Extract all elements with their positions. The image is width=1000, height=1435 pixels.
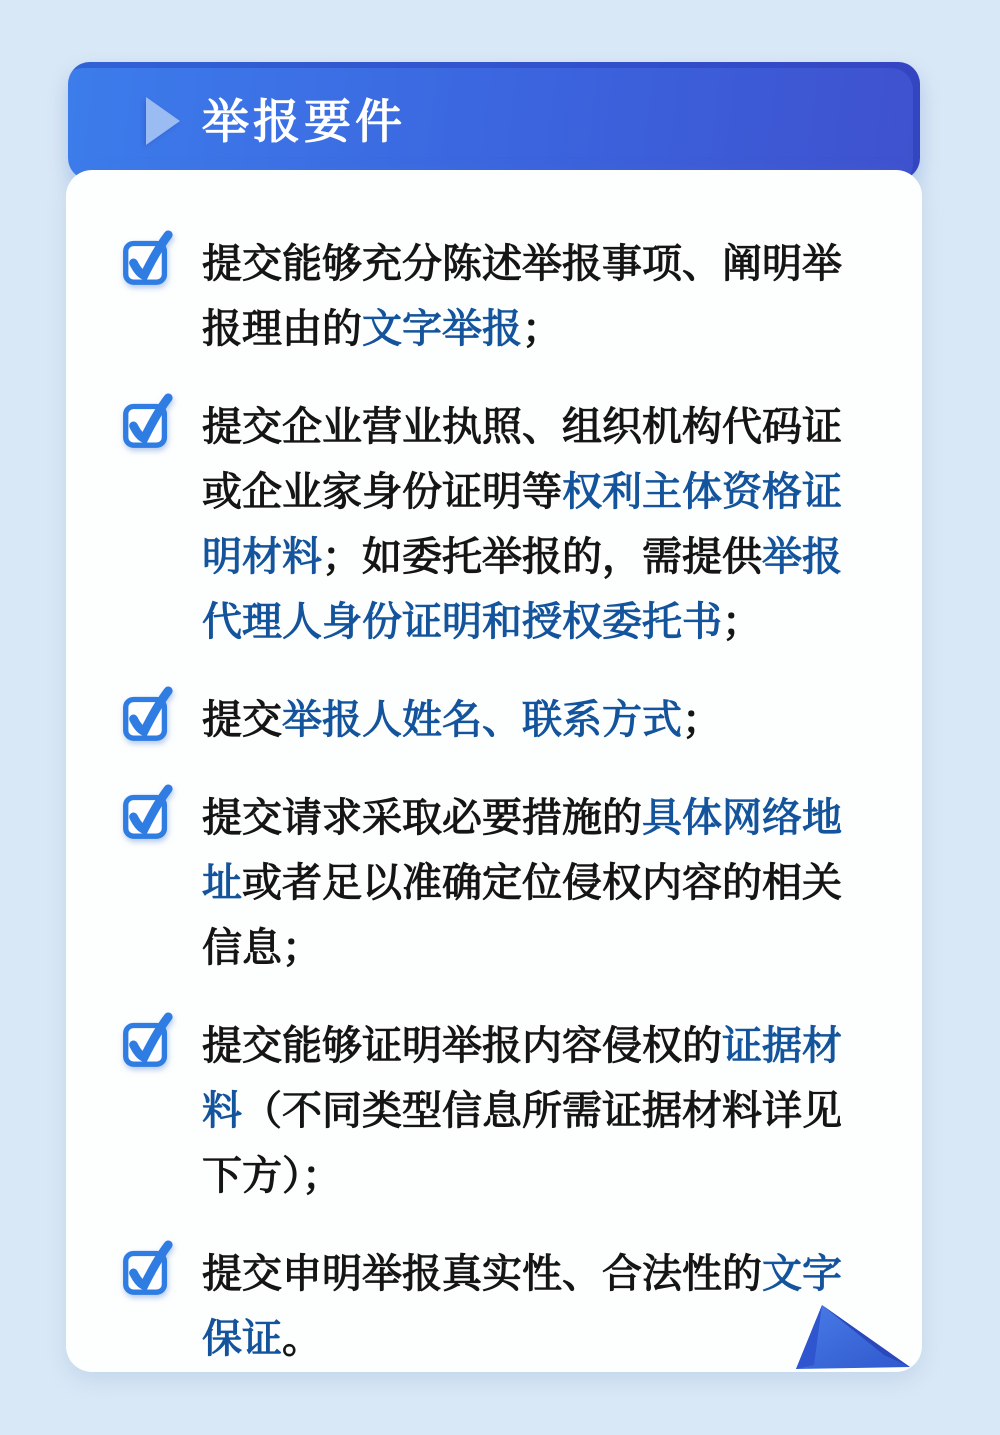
checklist-item — [118, 688, 882, 753]
body-text: 提交能够充分陈述举报事项、阐明举报理由的 — [202, 242, 842, 351]
checkbox-checked-icon — [118, 684, 176, 744]
highlighted-text: 举报代理人身份证明和授权委托书 — [202, 535, 842, 644]
section-header-banner — [68, 62, 920, 180]
checklist-item-text — [202, 688, 858, 753]
checklist-item — [118, 1242, 882, 1372]
body-text: ；如委托举报的，需提供 — [322, 535, 762, 579]
checkbox-checked-icon — [118, 228, 176, 288]
body-text: 提交能够证明举报内容侵权的 — [202, 1024, 722, 1068]
checklist-item-text — [202, 232, 858, 362]
highlighted-text: 文字举报 — [362, 307, 522, 351]
body-text: 提交企业营业执照、组织机构代码证或企业家身份证明等 — [202, 405, 842, 514]
checkbox-checked-icon — [118, 391, 176, 451]
body-text: 提交申明举报真实性、合法性的 — [202, 1252, 762, 1296]
body-text: 提交 — [202, 698, 282, 742]
checklist — [66, 170, 922, 1372]
body-text: 或者足以准确定位侵权内容的相关信息； — [202, 861, 842, 970]
checklist-item — [118, 395, 882, 655]
checklist-item-text — [202, 395, 858, 655]
checkbox-checked-icon — [118, 1238, 176, 1298]
checklist-item-text — [202, 1242, 858, 1372]
body-text: ； — [682, 698, 722, 742]
body-text: 。 — [282, 1317, 322, 1361]
play-triangle-icon — [146, 97, 180, 145]
highlighted-text: 权利主体资格证明材料 — [202, 470, 842, 579]
highlighted-text: 具体网络地址 — [202, 796, 842, 905]
body-text: ； — [522, 307, 562, 351]
highlighted-text: 证据材料 — [202, 1024, 842, 1133]
checklist-item — [118, 786, 882, 981]
checklist-item-text — [202, 1014, 858, 1209]
body-text: 提交请求采取必要措施的 — [202, 796, 642, 840]
checklist-card — [66, 170, 922, 1372]
highlighted-text: 文字保证 — [202, 1252, 842, 1361]
section-title: 举报要件 — [202, 94, 406, 148]
checklist-item-text — [202, 786, 858, 981]
body-text: （不同类型信息所需证据材料详见下方）； — [202, 1089, 842, 1198]
checkbox-checked-icon — [118, 782, 176, 842]
checklist-item — [118, 232, 882, 362]
highlighted-text: 举报人姓名、联系方式 — [282, 698, 682, 742]
checklist-item — [118, 1014, 882, 1209]
checkbox-checked-icon — [118, 1010, 176, 1070]
paper-plane-icon — [784, 1301, 916, 1373]
body-text: ； — [722, 600, 762, 644]
